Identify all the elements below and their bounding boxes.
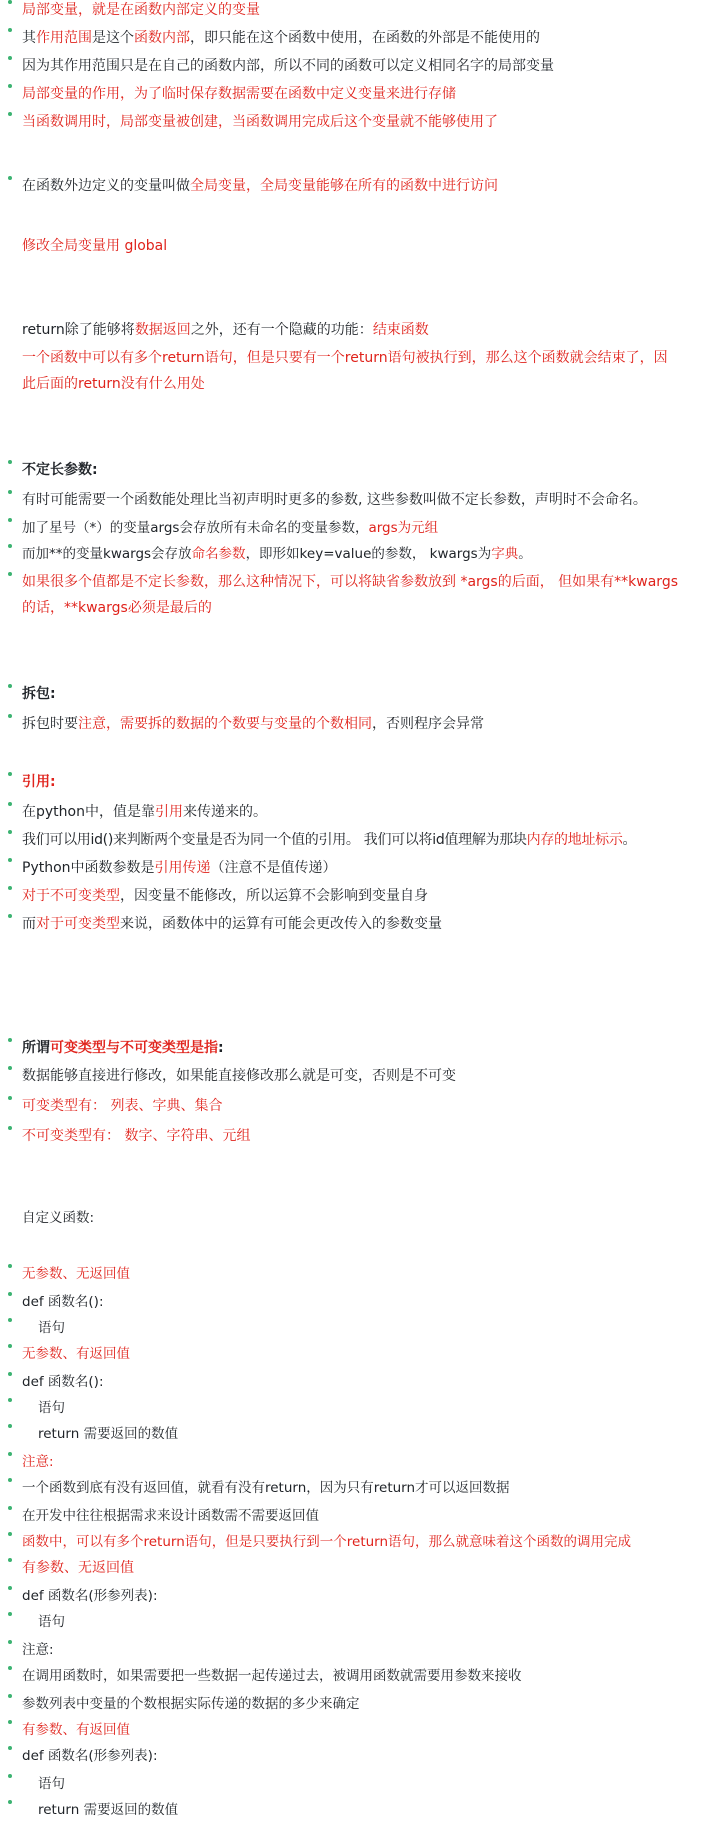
text-run: Python中函数参数是	[22, 860, 155, 876]
text-run: 全局变量，全局变量能够在所有的函数中进行访问	[190, 178, 498, 194]
text-run: return 需要返回的数值	[38, 1426, 179, 1442]
text-run: return除了能够将	[22, 322, 135, 338]
text-run: 修改全局变量用 global	[22, 238, 168, 254]
line-text	[22, 114, 498, 131]
text-run: 语句	[38, 1400, 65, 1416]
text-run: ，因变量不能修改，所以运算不会影响到变量自身	[120, 888, 428, 904]
line-text	[22, 1210, 94, 1226]
text-run: args为元组	[368, 520, 439, 536]
text-run: 数据返回	[134, 322, 191, 338]
line-text	[22, 832, 636, 849]
line-text	[22, 492, 647, 509]
text-run: 局部变量的作用，为了临时保存数据需要在函数中定义变量来进行存储	[22, 86, 456, 102]
line-text	[38, 1426, 178, 1442]
line-text	[22, 1642, 54, 1658]
text-run: 语句	[38, 1614, 65, 1630]
text-run: 是这个	[92, 30, 134, 46]
text-run: def 函数名():	[22, 1374, 104, 1390]
text-run: 注意，需要拆的数据的个数要与变量的个数相同	[78, 716, 372, 732]
line-text	[22, 546, 532, 562]
line-text	[22, 916, 442, 933]
line-text	[22, 1374, 104, 1390]
line-text	[22, 2, 260, 19]
text-run: 一个函数到底有没有返回值，就看有没有return，因为只有return才可以返回数据	[22, 1480, 510, 1496]
text-run: 而加**的变量kwargs会存放	[22, 546, 192, 562]
text-run: 命名参数	[191, 546, 246, 562]
text-run: 无参数、无返回值	[22, 1266, 130, 1282]
line-text	[38, 1400, 65, 1416]
line-text	[22, 1508, 319, 1524]
line-text	[22, 322, 429, 339]
line-text	[22, 774, 56, 791]
line-text	[22, 1560, 134, 1577]
text-run: 对于不可变类型	[22, 888, 120, 904]
line-text	[22, 574, 678, 591]
text-run: ，否则程序会异常	[372, 716, 484, 732]
text-run: 的话，**kwargs必须是最后的	[22, 600, 212, 616]
text-run: def 函数名(形参列表):	[22, 1748, 158, 1764]
text-run: 自定义函数:	[22, 1210, 95, 1226]
text-run: 一个函数中可以有多个return语句，但是只要有一个return语句被执行到，那么这个函数就会结束了，因	[22, 350, 668, 366]
text-run: 我们可以用id()来判断两个变量是否为同一个值的引用。 我们可以将id值理解为那块	[22, 832, 527, 848]
text-run: 而	[22, 916, 36, 932]
text-run: 字典	[491, 546, 519, 562]
text-run: 引用	[154, 804, 183, 820]
text-run: 如果很多个值都是不定长参数，那么这种情况下，可以将缺省参数放到 *args的后面， 但如果有**kwargs	[22, 574, 678, 590]
text-run: 语句	[38, 1320, 65, 1336]
text-run: 拆包:	[22, 686, 56, 702]
line-text	[22, 1588, 158, 1604]
line-text	[22, 1480, 510, 1496]
text-run: 不可变类型有： 数字、字符串、元组	[22, 1128, 251, 1144]
text-run: 无参数、有返回值	[22, 1346, 130, 1362]
text-run: 。	[518, 546, 532, 562]
line-text	[22, 804, 267, 821]
line-text	[22, 686, 56, 703]
text-run: 不定长参数:	[22, 462, 98, 478]
text-run: 此后面的return没有什么用处	[22, 376, 205, 392]
text-run: 可变类型有： 列表、字典、集合	[22, 1098, 223, 1114]
line-text	[22, 716, 484, 733]
text-run: 当函数调用时，局部变量被创建，当函数调用完成后这个变量就不能够使用了	[22, 114, 498, 130]
text-run: 拆包时要	[22, 716, 78, 732]
text-run: 在python中，值是靠	[22, 804, 155, 820]
line-text	[22, 1266, 130, 1282]
line-text	[22, 1696, 360, 1712]
line-text	[22, 238, 167, 255]
line-text	[22, 376, 205, 393]
text-run: 之外，还有一个隐藏的功能：	[190, 322, 373, 338]
text-run: 在调用函数时，如果需要把一些数据一起传递过去，被调用函数就需要用参数来接收	[22, 1668, 522, 1684]
line-text	[22, 1748, 158, 1764]
line-text	[22, 462, 98, 479]
text-run: 来说，函数体中的运算有可能会更改传入的参数变量	[120, 916, 442, 932]
text-run: 注意:	[22, 1454, 54, 1470]
text-run: 作用范围	[36, 30, 92, 46]
text-run: 引用:	[22, 774, 56, 790]
line-text	[22, 350, 668, 367]
line-text	[22, 1346, 130, 1362]
text-run: 因为其作用范围只是在自己的函数内部，所以不同的函数可以定义相同名字的局部变量	[22, 58, 554, 74]
text-run: def 函数名():	[22, 1294, 104, 1310]
text-run: 加了星号（*）的变量args会存放所有未命名的变量参数，	[22, 520, 369, 536]
text-run: def 函数名(形参列表):	[22, 1588, 158, 1604]
text-run: ，即只能在这个函数中使用，在函数的外部是不能使用的	[190, 30, 540, 46]
text-run: 其	[22, 30, 36, 46]
text-run: 函数中，可以有多个return语句，但是只要执行到一个return语句，那么就意味着这个函数的调用完成	[22, 1534, 632, 1550]
line-text	[22, 1454, 54, 1470]
text-run: 。	[622, 832, 637, 848]
line-text	[22, 1534, 631, 1550]
text-run: （注意不是值传递）	[210, 860, 337, 876]
text-run: 有时可能需要一个函数能处理比当初声明时更多的参数, 这些参数叫做不定长参数，声明时不会命名。	[22, 492, 647, 508]
line-text	[22, 1294, 104, 1310]
text-run: 注意:	[22, 1642, 54, 1658]
line-text	[22, 1040, 224, 1057]
line-text	[22, 1668, 522, 1684]
line-text	[22, 888, 428, 905]
line-text	[22, 600, 212, 617]
line-text	[22, 1098, 222, 1115]
text-run: 来传递来的。	[182, 804, 267, 820]
line-text	[22, 1128, 250, 1145]
text-run: :	[218, 1040, 224, 1056]
text-run: 对于可变类型	[36, 916, 120, 932]
text-run: ，即形如key=value的参数， kwargs为	[245, 546, 492, 562]
text-run: 在开发中往往根据需求来设计函数需不需要返回值	[22, 1508, 319, 1524]
text-run: 语句	[38, 1776, 65, 1792]
text-run: 结束函数	[372, 322, 429, 338]
text-run: 参数列表中变量的个数根据实际传递的数据的多少来确定	[22, 1696, 360, 1712]
line-text	[22, 86, 456, 103]
line-text	[22, 860, 337, 877]
text-run: 可变类型与不可变类型是指	[50, 1040, 218, 1056]
text-run: 引用传递	[154, 860, 211, 876]
text-run: 有参数、无返回值	[22, 1560, 134, 1576]
text-run: 数据能够直接进行修改，如果能直接修改那么就是可变，否则是不可变	[22, 1068, 456, 1084]
text-run: 函数内部	[134, 30, 190, 46]
text-run: 有参数、有返回值	[22, 1722, 130, 1738]
line-text	[38, 1614, 65, 1630]
line-text	[22, 178, 498, 195]
line-text	[22, 30, 540, 47]
text-run: return 需要返回的数值	[38, 1802, 179, 1818]
text-run: 内存的地址标示	[526, 832, 623, 848]
line-text	[38, 1776, 65, 1792]
line-text	[22, 1722, 130, 1738]
line-text	[38, 1320, 65, 1336]
line-text	[38, 1802, 178, 1818]
line-text	[22, 520, 438, 536]
line-text	[22, 58, 554, 75]
line-text	[22, 1068, 456, 1085]
text-run: 局部变量，就是在函数内部定义的变量	[22, 2, 260, 18]
text-run: 所谓	[22, 1040, 50, 1056]
text-run: 在函数外边定义的变量叫做	[22, 178, 190, 194]
